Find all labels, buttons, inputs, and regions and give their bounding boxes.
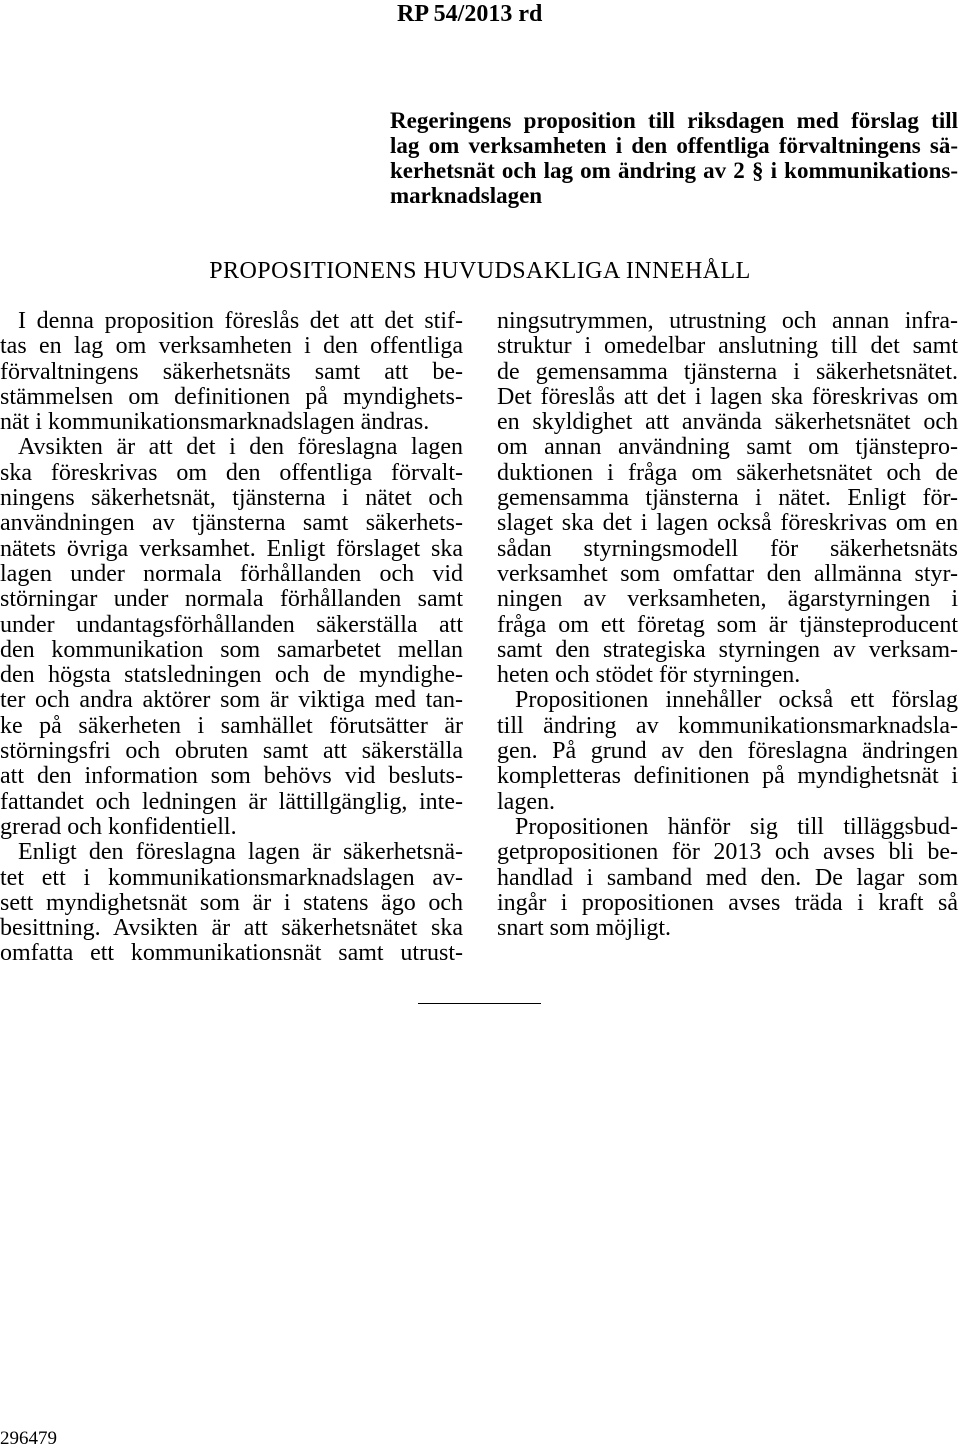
text-line: ke på säkerheten i samhället förutsätter är	[0, 712, 463, 739]
text-line: samt den strategiska styrningen av verksam-	[497, 636, 958, 663]
text-line: sådan styrningsmodell för säkerhetsnäts	[497, 535, 958, 562]
text-line: besittning. Avsikten är att säkerhetsnätet ska	[0, 915, 463, 942]
text-line: under undantagsförhållanden säkerställa att	[0, 611, 463, 638]
paragraph	[497, 815, 958, 941]
text-line: fråga om ett företag som är tjänsteproducent	[497, 611, 958, 638]
text-line: en skyldighet att använda säkerhetsnätet och	[497, 409, 958, 436]
paragraph	[497, 309, 958, 688]
title-line: kerhetsnät och lag om ändring av 2 § i kommunikations-	[390, 158, 958, 183]
title-line: lag om verksamheten i den offentliga förvaltningens sä-	[390, 133, 958, 158]
title-line: Regeringens proposition till riksdagen med förslag till	[390, 108, 958, 133]
text-line: ter och andra aktörer som är viktiga med tan-	[0, 687, 463, 714]
text-line: störningar under normala förhållanden samt	[0, 586, 463, 613]
text-line: omfatta ett kommunikationsnät samt utrust-	[0, 940, 463, 967]
text-line: användningen av tjänsterna samt säkerhets-	[0, 510, 463, 537]
text-line: förvaltningens säkerhetsnäts samt att be-	[0, 358, 463, 385]
text-line: till ändring av kommunikationsmarknadsla-	[497, 712, 958, 739]
text-line: nätets övriga verksamhet. Enligt förslaget ska	[0, 535, 463, 562]
text-line: om annan användning samt om tjänstepro-	[497, 434, 958, 461]
document-code: 296479	[0, 1428, 57, 1449]
text-line: snart som möjligt.	[497, 915, 671, 942]
text-line: nät i kommunikationsmarknadslagen ändras.	[0, 409, 430, 436]
text-line: att den information som behövs vid besluts-	[0, 763, 463, 790]
document-title	[390, 108, 958, 208]
text-line: Avsikten är att det i den föreslagna lagen	[18, 434, 463, 461]
text-line: ningsutrymmen, utrustning och annan infra-	[497, 308, 958, 334]
text-line: Propositionen hänför sig till tilläggsbud-	[515, 813, 958, 840]
text-line: ingår i propositionen avses träda i kraft så	[497, 889, 958, 916]
left-column	[0, 309, 463, 967]
text-line: lagen under normala förhållanden och vid	[0, 560, 463, 587]
paragraph	[0, 840, 463, 966]
text-line: sett myndighetsnät som är i statens ägo och	[0, 889, 463, 916]
text-line: slaget ska det i lagen också föreskrivas om en	[497, 510, 958, 537]
text-line: den kommunikation som samarbetet mellan	[0, 636, 463, 663]
text-line: Enligt den föreslagna lagen är säkerhetsnä-	[18, 839, 463, 866]
text-line: handlad i samband med den. De lagar som	[497, 864, 958, 891]
text-line: duktionen i fråga om säkerhetsnätet och de	[497, 459, 958, 486]
text-line: den högsta statsledningen och de myndighe-	[0, 662, 463, 689]
text-line: fattandet och ledningen är lättillgänglig, inte-	[0, 788, 463, 815]
text-line: ningen av verksamheten, ägarstyrningen i	[497, 586, 958, 613]
text-line: kompletteras definitionen på myndighetsnät i	[497, 763, 958, 790]
title-line: marknadslagen	[390, 183, 543, 208]
text-line: struktur i omedelbar anslutning till det samt	[497, 333, 958, 360]
text-line: de gemensamma tjänsterna i säkerhetsnätet.	[497, 358, 958, 385]
separator-rule	[418, 1003, 541, 1004]
text-line: stämmelsen om definitionen på myndighets-	[0, 383, 463, 410]
running-header: RP 54/2013 rd	[397, 1, 543, 27]
text-line: tas en lag om verksamheten i den offentliga	[0, 333, 463, 360]
text-line: grerad och konfidentiell.	[0, 813, 237, 840]
text-line: lagen.	[497, 788, 555, 815]
text-line: heten och stödet för styrningen.	[497, 662, 801, 689]
paragraph	[497, 688, 958, 814]
text-line: ningens säkerhetsnät, tjänsterna i nätet och	[0, 485, 463, 512]
text-line: Det föreslås att det i lagen ska föreskrivas om	[497, 383, 958, 410]
text-line: ska föreskrivas om den offentliga förvalt-	[0, 459, 463, 486]
text-line: tet ett i kommunikationsmarknadslagen av-	[0, 864, 463, 891]
text-line: störningsfri och obruten samt att säkerställa	[0, 738, 463, 765]
text-line: gen. På grund av den föreslagna ändringen	[497, 738, 958, 765]
section-heading: PROPOSITIONENS HUVUDSAKLIGA INNEHÅLL	[209, 258, 751, 284]
right-column	[497, 309, 958, 941]
text-line: I denna proposition föreslås det att det stif-	[18, 308, 463, 334]
text-line: getpropositionen för 2013 och avses bli be-	[497, 839, 958, 866]
text-line: Propositionen innehåller också ett förslag	[515, 687, 958, 714]
paragraph	[0, 309, 463, 435]
text-line: verksamhet som omfattar den allmänna styr-	[497, 560, 958, 587]
paragraph	[0, 435, 463, 840]
text-line: gemensamma tjänsterna i nätet. Enligt för-	[497, 485, 958, 512]
